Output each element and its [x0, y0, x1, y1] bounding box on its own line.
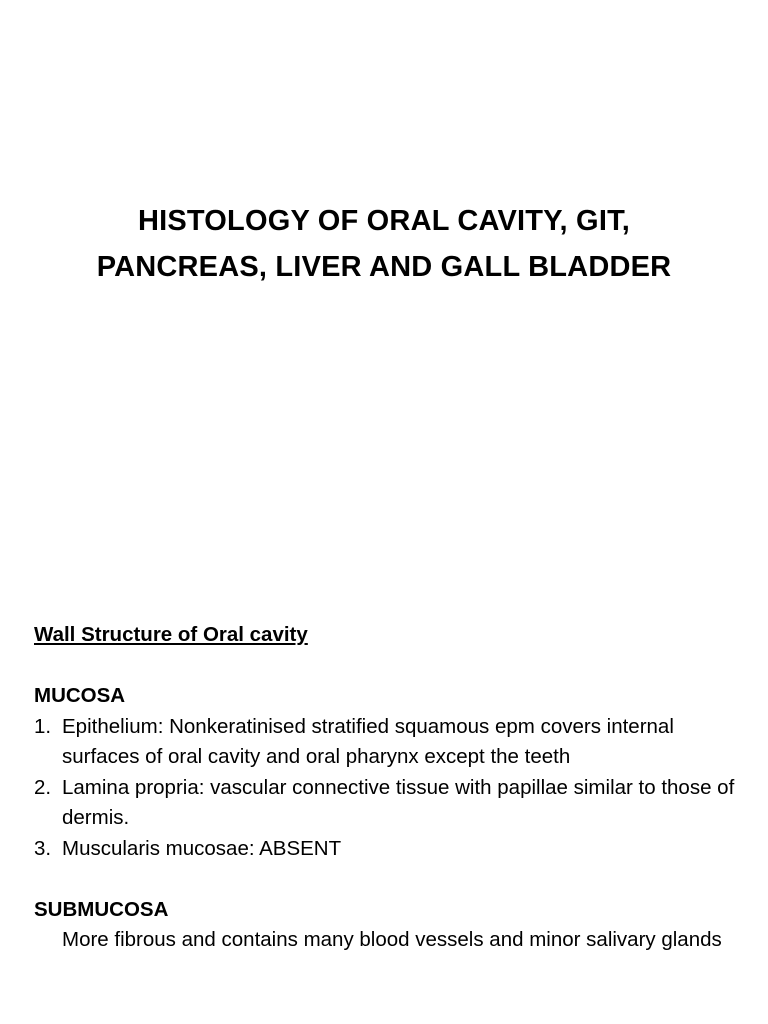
section-heading: Wall Structure of Oral cavity [34, 623, 308, 646]
submucosa-text: More fibrous and contains many blood vessels and minor salivary glands [62, 928, 722, 951]
list-item [34, 834, 754, 865]
mucosa-label: MUCOSA [34, 684, 126, 707]
list-item-text: Epithelium: Nonkeratinised stratified squamous epm covers internal surfaces of oral cavity and oral pharynx except the teeth [62, 714, 674, 768]
list-marker: 3. [34, 836, 52, 860]
slide-body [34, 620, 754, 956]
mucosa-list [34, 712, 754, 865]
list-marker: 2. [34, 775, 52, 799]
slide-title [0, 198, 768, 290]
submucosa-label: SUBMUCOSA [34, 897, 169, 921]
slide-title-line-1: HISTOLOGY OF ORAL CAVITY, GIT, [137, 205, 631, 237]
list-marker: 1. [34, 714, 52, 738]
list-item [34, 712, 754, 773]
list-item [34, 773, 754, 834]
spacer [34, 651, 754, 682]
spacer [34, 864, 754, 895]
slide-title-line-2: PANCREAS, LIVER AND GALL BLADDER [96, 251, 672, 283]
list-item-text: Lamina propria: vascular connective tissue with papillae similar to those of dermis. [62, 775, 735, 829]
list-item-text: Muscularis mucosae: ABSENT [62, 836, 342, 860]
